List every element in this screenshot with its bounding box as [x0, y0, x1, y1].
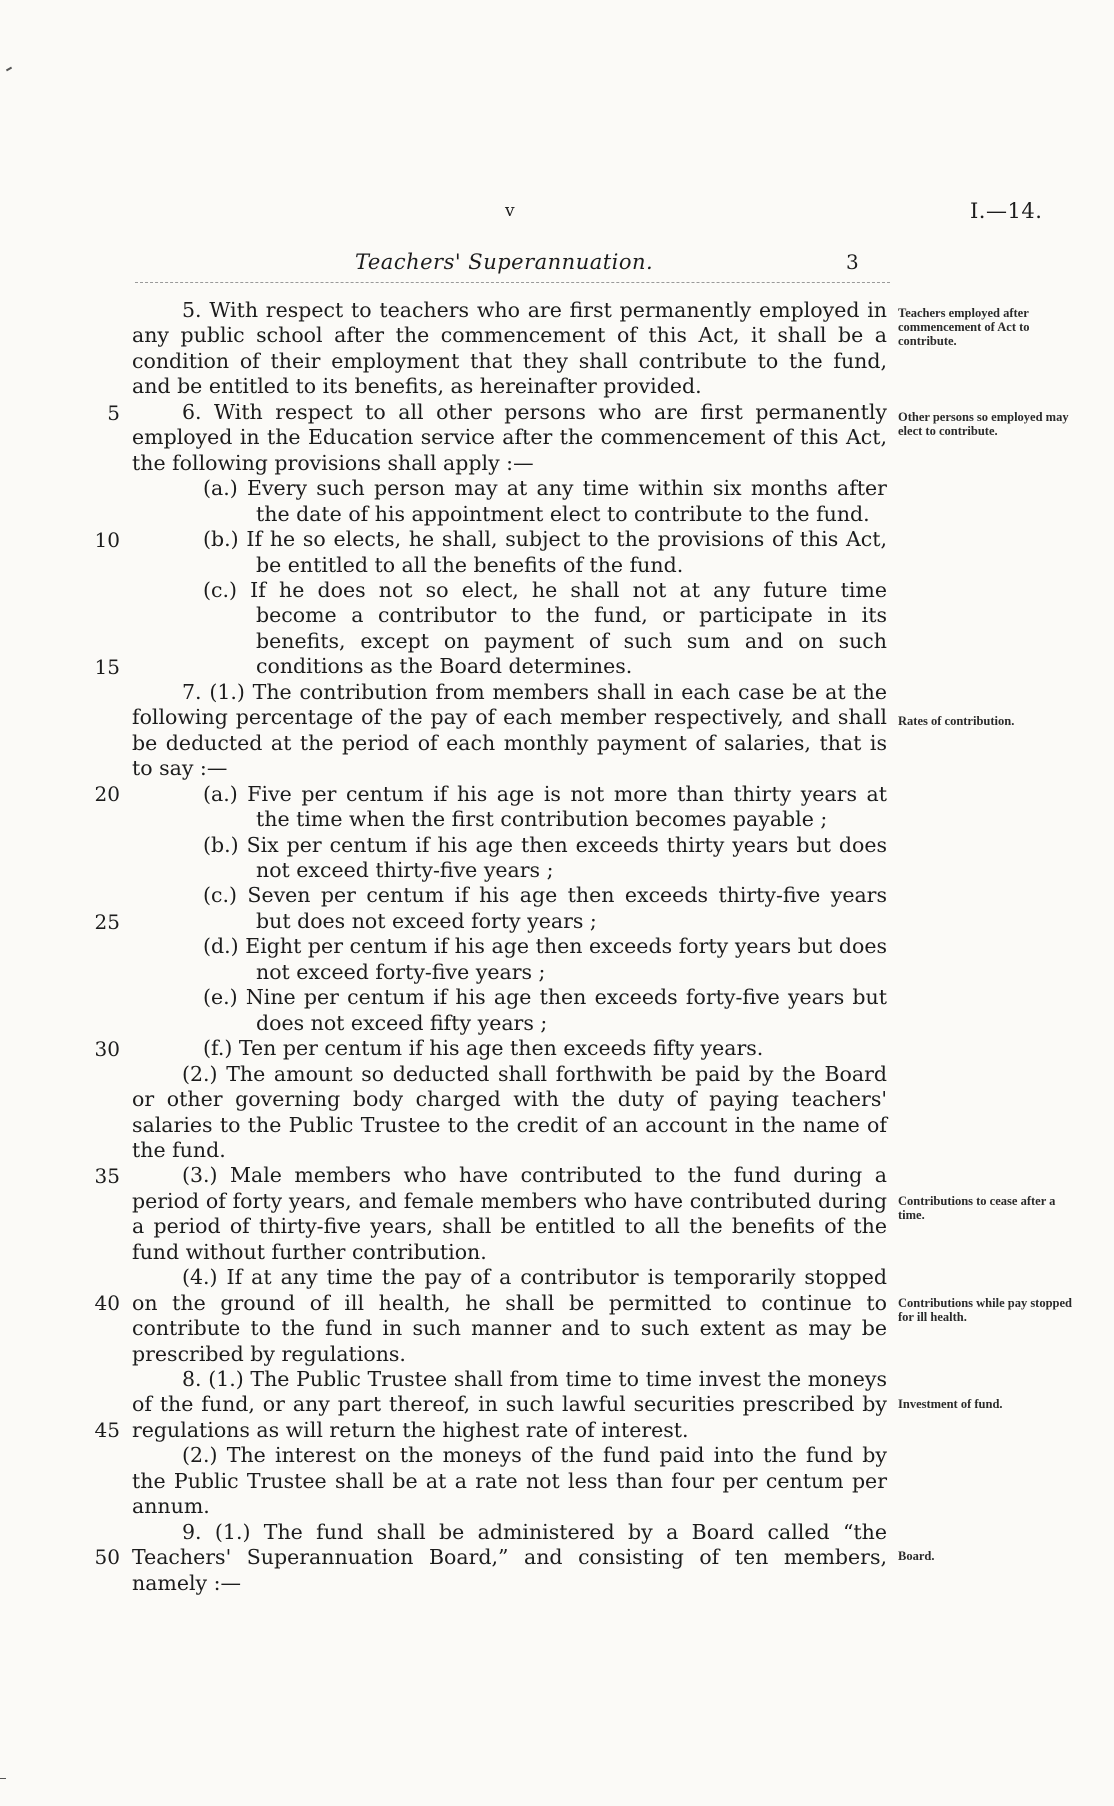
statute-body [132, 298, 887, 1596]
section-7-2: (2.) The amount so deducted shall forthwith be paid by the Board or other governing body charged with the duty of paying teachers' salaries to the Public Trustee to the credit of an account in the name of the fund. [132, 1061, 887, 1162]
section-7-1: 7. (1.) The contribution from members shall in each case be at the following percentage of the pay of each member respectively, and shall be deducted at the period of each monthly payment of salaries, that is to say :— [132, 679, 887, 781]
line-number: 35 [94, 1164, 120, 1188]
margin-note-board: Board. [898, 1549, 935, 1563]
margin-note-cease: Contributions to cease after a time. [898, 1194, 1056, 1222]
line-number: 30 [94, 1037, 120, 1061]
section-7-1-f: (f.) Ten per centum if his age then exceeds fifty years. [203, 1036, 764, 1061]
section-8-2: (2.) The interest on the moneys of the fund paid into the fund by the Public Trustee shall be at a rate not less than four per centum per annum. [132, 1443, 887, 1519]
margin-note-rates: Rates of contribution. [898, 714, 1015, 728]
section-7-1-c: (c.) Seven per centum if his age then exceeds thirty-five years but does not exceed forty years ; [203, 883, 887, 933]
page-reference: I.—14. [970, 199, 1043, 223]
line-number: 50 [94, 1545, 120, 1569]
line-number: 5 [107, 401, 120, 425]
margin-note-investment: Investment of fund. [898, 1397, 1003, 1411]
line-number: 40 [94, 1291, 120, 1315]
edge-mark-top [6, 67, 12, 72]
section-7-3: (3.) Male members who have contributed to the fund during a period of forty years, and female members who have contributed during a period of thirty-five years, shall be entitled to all the benefits of the fund without further contribution. [132, 1163, 887, 1264]
page-number: 3 [846, 250, 859, 274]
line-number: 20 [94, 782, 120, 806]
section-6-c: (c.) If he does not so elect, he shall not at any future time become a contributor to the fund, or participate in its benefits, except on payment of such sum and on such conditions as the Board determines. [203, 577, 887, 679]
section-6-a: (a.) Every such person may at any time within six months after the date of his appointment elect to contribute to the fund. [203, 476, 887, 526]
line-number: 10 [94, 528, 120, 552]
margin-note-teachers-employed: Teachers employed after commencement of Act to contribute. [898, 306, 1030, 348]
section-6: 6. With respect to all other persons who are first permanently employed in the Education service after the commencement of this Act, the following provisions shall apply :— [132, 399, 887, 475]
section-9-1: 9. (1.) The fund shall be administered by a Board called “the Teachers' Superannuation Board,” and consisting of ten members, namely :— [132, 1519, 887, 1595]
section-5: 5. With respect to teachers who are first permanently employed in any public school after the commencement of this Act, it shall be a condition of their employment that they shall contribute to the fund, and be entitled to its benefits, as hereinafter provided. [132, 298, 887, 399]
line-number: 45 [94, 1418, 120, 1442]
section-7-1-b: (b.) Six per centum if his age then exceeds thirty years but does not exceed thirty-five years ; [203, 832, 887, 882]
section-8-1: 8. (1.) The Public Trustee shall from time to time invest the moneys of the fund, or any part thereof, in such lawful securities prescribed by regulations as will return the highest rate of interest. [132, 1367, 887, 1442]
line-number: 25 [94, 910, 120, 934]
header-rule [135, 282, 890, 283]
page-title: Teachers' Superannuation. [355, 250, 654, 274]
section-7-1-a: (a.) Five per centum if his age is not more than thirty years at the time when the first contribution becomes payable ; [203, 781, 887, 832]
margin-note-ill-health: Contributions while pay stopped for ill health. [898, 1296, 1072, 1324]
header-center-mark: v [505, 201, 515, 221]
margin-note-other-persons: Other persons so employed may elect to contribute. [898, 410, 1069, 438]
section-7-1-e: (e.) Nine per centum if his age then exceeds forty-five years but does not exceed fifty years ; [203, 985, 887, 1035]
edge-mark-bottom [0, 1778, 6, 1779]
section-7-4: (4.) If at any time the pay of a contributor is temporarily stopped on the ground of ill health, he shall be permitted to continue to contribute to the fund in such manner and to such extent as may be prescribed by regulations. [132, 1265, 887, 1366]
line-number: 15 [94, 655, 120, 679]
section-7-1-d: (d.) Eight per centum if his age then exceeds forty years but does not exceed forty-five years ; [203, 934, 887, 984]
section-6-b: (b.) If he so elects, he shall, subject to the provisions of this Act, be entitled to all the benefits of the fund. [203, 527, 887, 577]
